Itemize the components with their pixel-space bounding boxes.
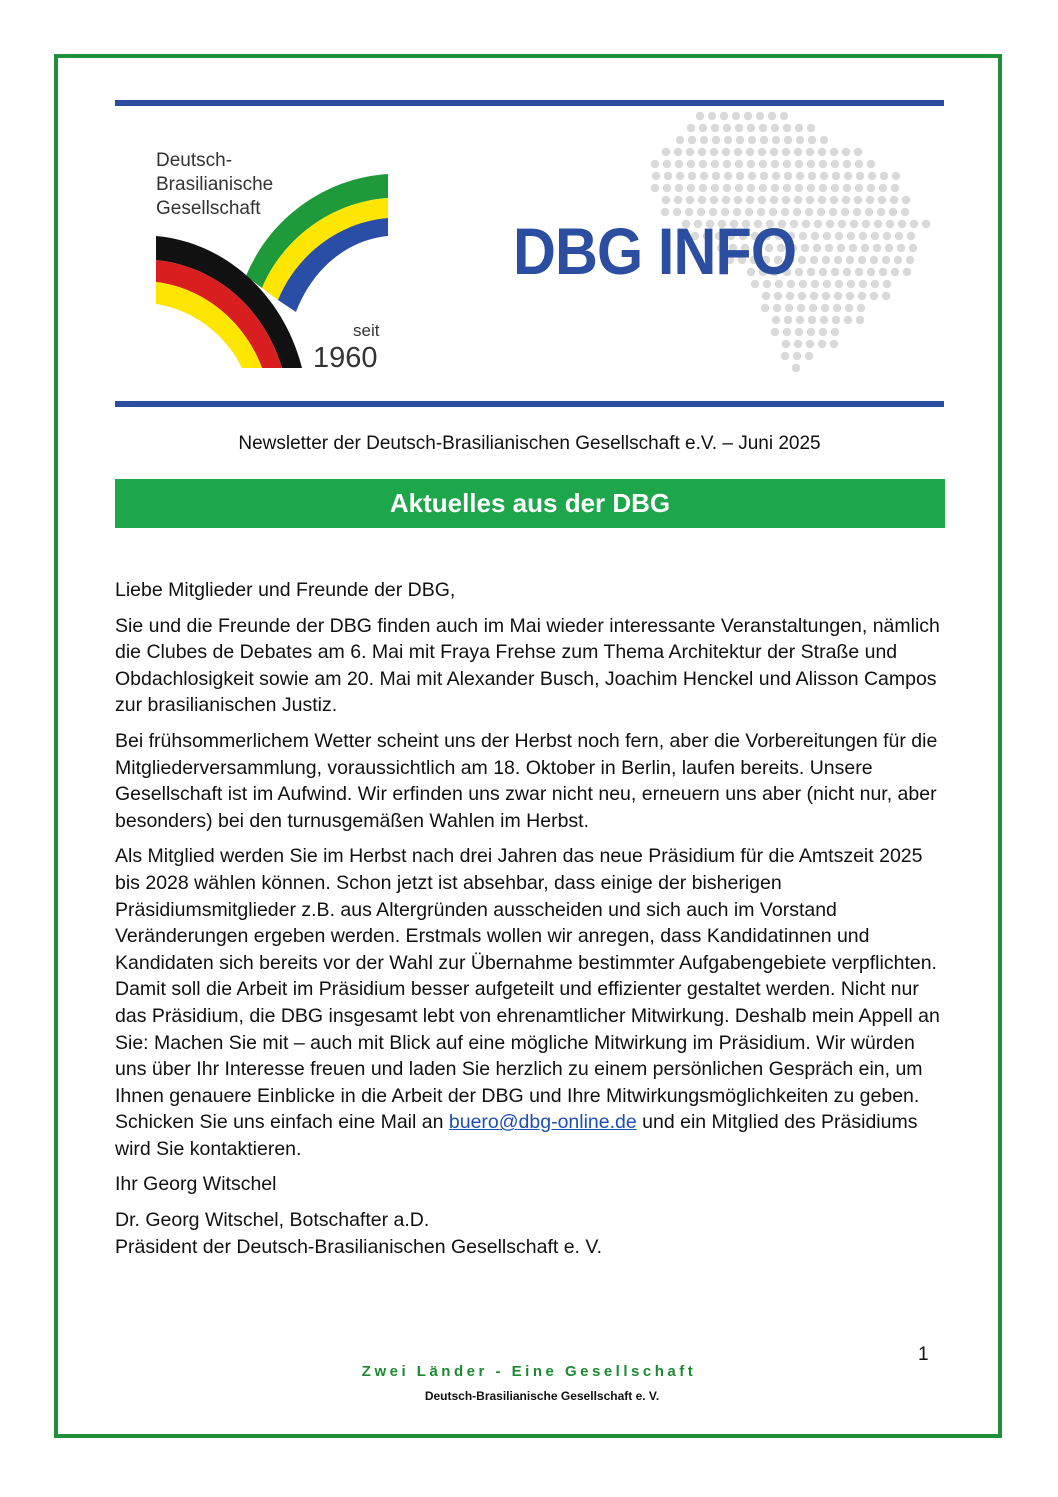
footer-organization: Deutsch-Brasilianische Gesellschaft e. V. (424, 1389, 660, 1403)
dbg-logo (150, 140, 400, 380)
signature-line-2: Präsident der Deutsch-Brasilianischen Gesellschaft e. V. (115, 1235, 603, 1258)
paragraph-3 (115, 843, 950, 1162)
email-link[interactable]: buero@dbg-online.de (448, 1111, 637, 1134)
letter-body (115, 577, 950, 1260)
section-banner: Aktuelles aus der DBG (115, 479, 945, 528)
header-bottom-rule (115, 401, 944, 407)
footer-motto: Zwei Länder - Eine Gesellschaft (361, 1363, 697, 1380)
logo-seit: seit (353, 321, 380, 340)
newsletter-subtitle: Newsletter der Deutsch-Brasilianischen Gesellschaft e.V. – Juni 2025 (238, 433, 821, 454)
signature (115, 1207, 950, 1260)
logo-year: 1960 (313, 342, 378, 374)
paragraph-3-text: Als Mitglied werden Sie im Herbst nach drei Jahren das neue Präsidium für die Amtszeit 2025 bis 2028 wählen können. Schon jetzt ist absehbar, dass einige der bisherigen Präsidiumsmitglieder z.B. aus Altergründen ausscheiden und sich auch im Vorstand Veränderungen ergeben werden. Erstmals wollen wir anregen, dass Kandidatinnen und Kandidaten sich bereits vor der Wahl zur Übernahme bestimmter Aufgabengebiete verpflichten. Damit soll die Arbeit im Präsidium besser aufgeteilt und effizienter gestaltet werden. Nicht nur das Präsidium, die DBG insgesamt lebt von ehrenamtlicher Mitwirkung. Deshalb mein Appell an Sie: Machen Sie mit – auch mit Blick auf eine mögliche Mitwirkung im Präsidium. Wir würden uns über Ihr Interesse freuen und laden Sie herzlich zu einem persönlichen Gespräch ein, um Ihnen genauere Einblicke in die Arbeit der DBG und Ihre Mitwirkungsmöglichkeiten zu geben. Schicken Sie uns einfach eine Mail an (115, 845, 940, 1134)
paragraph-3-end: und ein Mitglied des Präsidiums wird Sie kontaktieren. (115, 1111, 918, 1160)
closing: Ihr Georg Witschel (115, 1173, 277, 1196)
paragraph-1: Sie und die Freunde der DBG finden auch im Mai wieder interessante Veranstaltungen, nämlich die Clubes de Debates am 6. Mai mit Fraya Frehse zum Thema Architektur der Straße und Obdachlosigkeit sowie am 20. Mai mit Alexander Busch, Joachim Henckel und Alisson Campos zur brasilianischen Justiz. (115, 614, 940, 717)
signature-line-1: Dr. Georg Witschel, Botschafter a.D. (115, 1209, 430, 1232)
newsletter-title: DBG INFO (513, 214, 797, 288)
paragraph-2: Bei frühsommerlichem Wetter scheint uns der Herbst noch fern, aber die Vorbereitungen für die Mitgliederversammlung, voraussichtlich am 18. Oktober in Berlin, laufen bereits. Unsere Gesellschaft ist im Aufwind. Wir erfinden uns zwar nicht neu, erneuern uns aber (nicht nur, aber besonders) bei den turnusgemäßen Wahlen im Herbst. (115, 729, 938, 832)
logo-text-line-1: Deutsch- (156, 150, 233, 171)
logo-text-line-2: Brasilianische (156, 174, 274, 195)
greeting: Liebe Mitglieder und Freunde der DBG, (115, 579, 456, 601)
logo-text-line-3: Gesellschaft (156, 198, 261, 219)
page-number: 1 (918, 1344, 929, 1365)
